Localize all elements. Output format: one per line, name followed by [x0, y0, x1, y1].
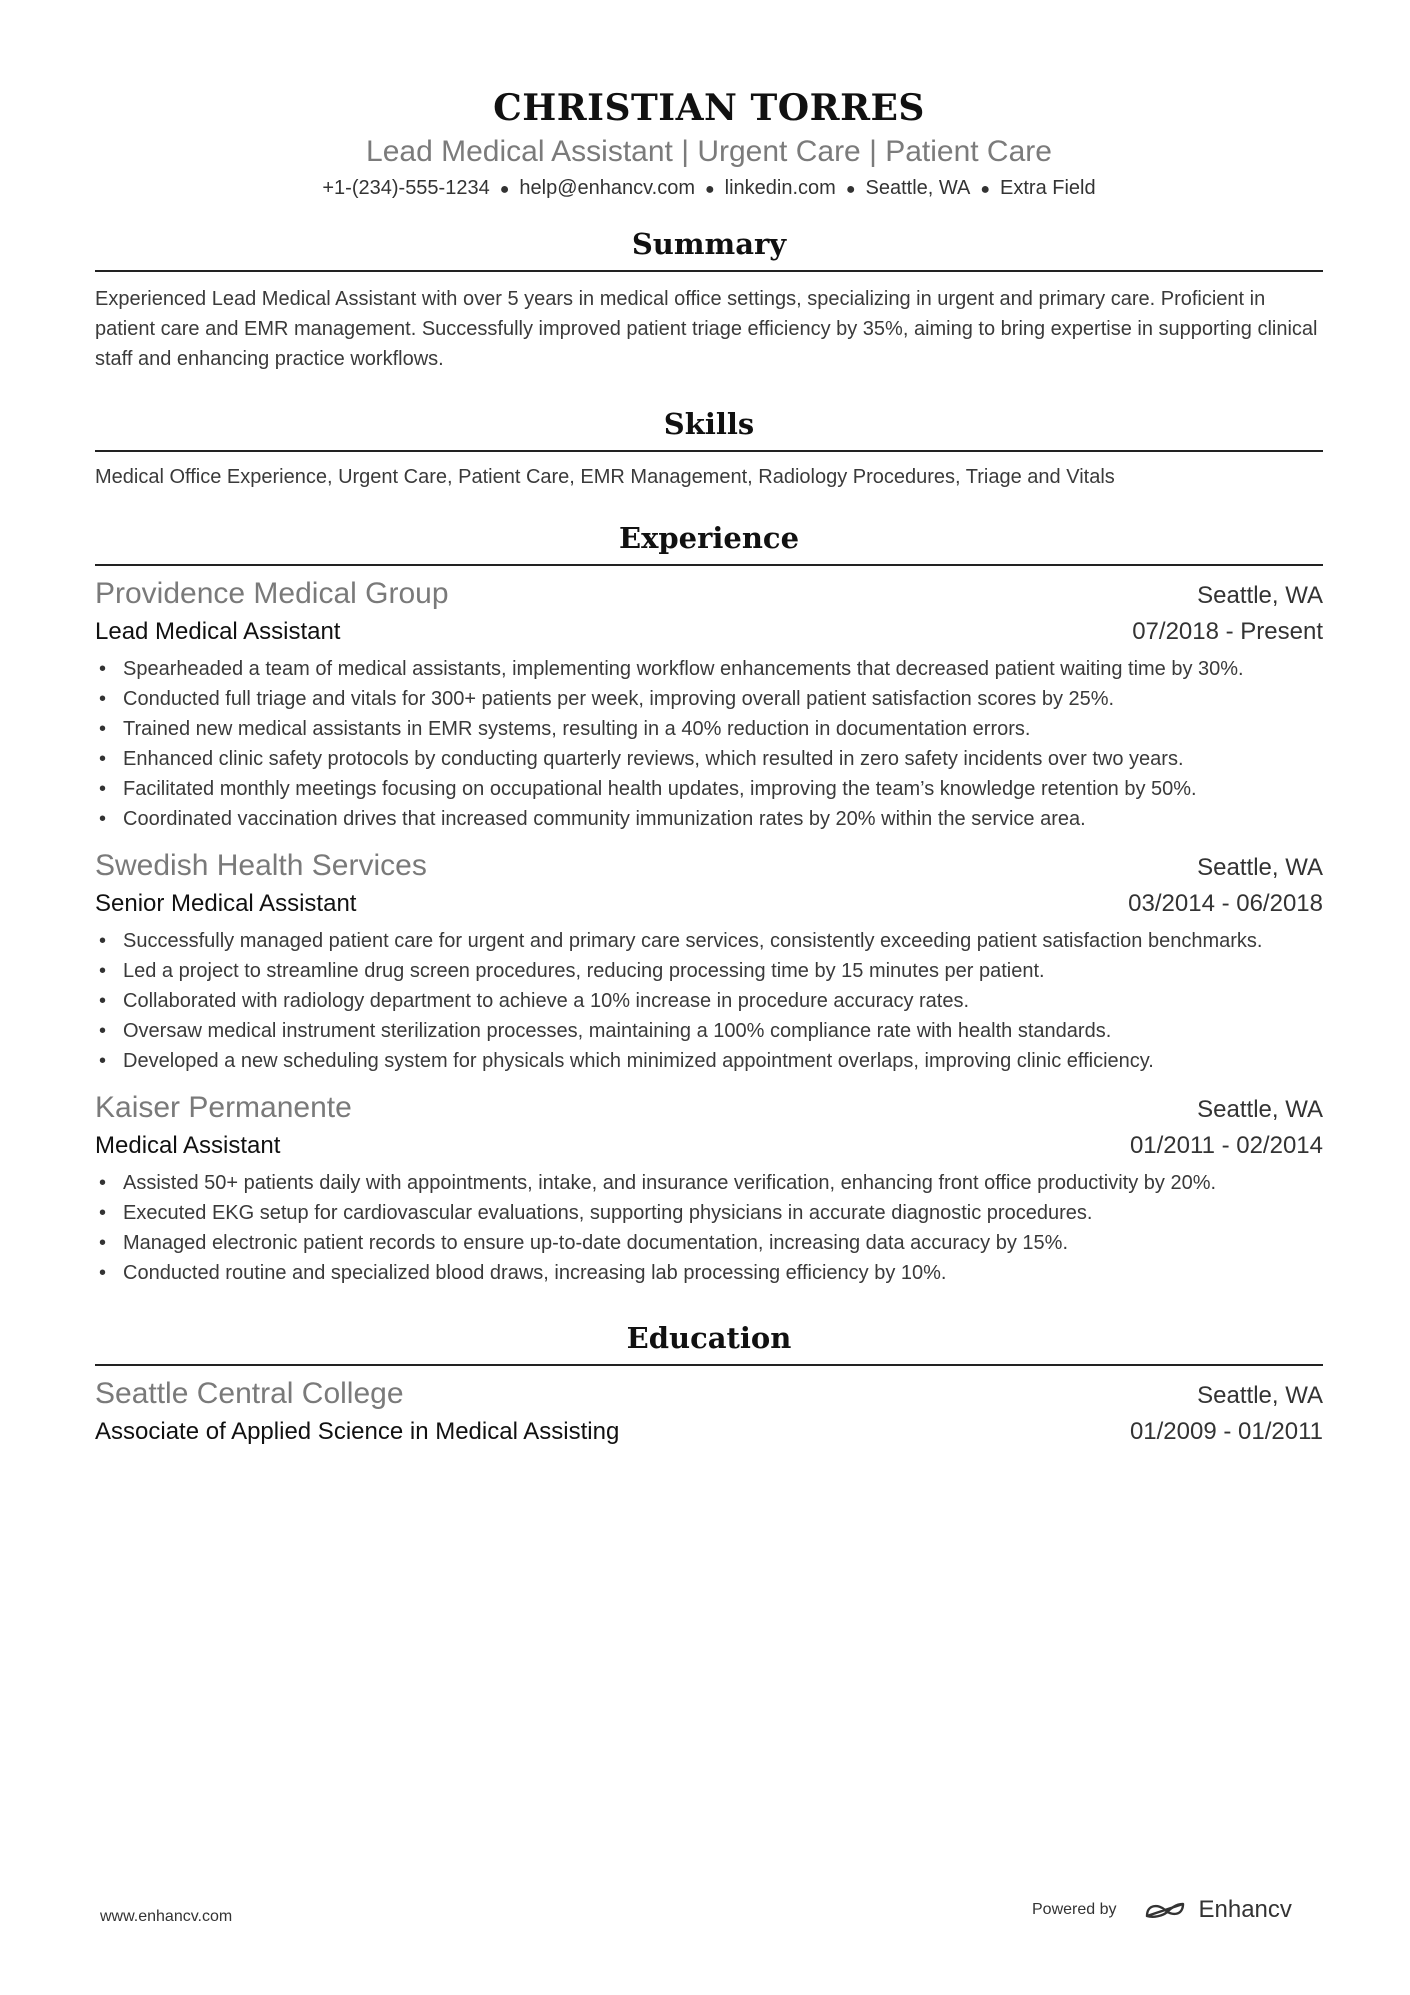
- experience-entry: [95, 846, 1323, 1076]
- separator-dot-icon: ●: [499, 181, 510, 198]
- list-item: • Conducted routine and specialized blood draws, increasing lab processing efficiency by 10%.: [123, 1258, 1323, 1288]
- education-section: [95, 1318, 1323, 1450]
- list-item: • Managed electronic patient records to ensure up-to-date documentation, increasing data accuracy by 15%.: [123, 1228, 1323, 1258]
- list-item: • Assisted 50+ patients daily with appointments, intake, and insurance verification, enhancing front office productivity by 20%.: [123, 1168, 1323, 1198]
- section-divider: [95, 1364, 1323, 1366]
- candidate-name: CHRISTIAN TORRES: [493, 87, 925, 129]
- employer-name: Providence Medical Group: [95, 577, 449, 610]
- job-dates: 01/2011 - 02/2014: [1129, 1132, 1323, 1159]
- separator-dot-icon: ●: [980, 181, 991, 198]
- brand-name: Enhancv: [1198, 1896, 1292, 1923]
- employer-name: Swedish Health Services: [95, 849, 427, 882]
- list-item: • Coordinated vaccination drives that increased community immunization rates by 20% within the service area.: [123, 804, 1323, 834]
- location: Seattle, WA: [865, 177, 971, 199]
- footer-branding: [1032, 1896, 1292, 1924]
- job-dates: 03/2014 - 06/2018: [1128, 890, 1323, 917]
- footer-website: www.enhancv.com: [100, 1908, 233, 1925]
- separator-dot-icon: ●: [704, 181, 715, 198]
- list-item: • Spearheaded a team of medical assistants, implementing workflow enhancements that decreased patient waiting time by 30%.: [123, 654, 1323, 684]
- job-title: Senior Medical Assistant: [95, 890, 357, 917]
- achievement-list: [95, 926, 1323, 1076]
- section-title: Education: [626, 1321, 792, 1355]
- list-item: • Led a project to streamline drug screen procedures, reducing processing time by 15 minutes per patient.: [123, 956, 1323, 986]
- summary-text: Experienced Lead Medical Assistant with over 5 years in medical office settings, specializing in urgent and primary care. Proficient in patient care and EMR management. Successfully improved patient triage efficiency by 35%, aiming to bring expertise in supporting clinical staff and enhancing practice workflows.: [95, 288, 1318, 370]
- list-item: • Successfully managed patient care for urgent and primary care services, consistently exceeding patient satisfaction benchmarks.: [123, 926, 1323, 956]
- section-divider: [95, 564, 1323, 566]
- list-item: • Collaborated with radiology department to achieve a 10% increase in procedure accuracy rates.: [123, 986, 1323, 1016]
- summary-section: [95, 224, 1323, 374]
- education-dates: 01/2009 - 01/2011: [1129, 1418, 1323, 1445]
- job-title: Lead Medical Assistant: [95, 618, 341, 645]
- achievement-list: [95, 654, 1323, 834]
- section-title: Experience: [618, 521, 800, 555]
- powered-by-label: Powered by: [1032, 1901, 1117, 1918]
- phone: +1-(234)-555-1234: [322, 177, 490, 199]
- section-title: Skills: [663, 407, 755, 441]
- enhancv-logo-icon: [1143, 1898, 1191, 1922]
- experience-entry: [95, 574, 1323, 834]
- separator-dot-icon: ●: [845, 181, 856, 198]
- list-item: • Trained new medical assistants in EMR systems, resulting in a 40% reduction in documentation errors.: [123, 714, 1323, 744]
- job-dates: 07/2018 - Present: [1132, 618, 1323, 645]
- section-divider: [95, 450, 1323, 452]
- resume-header: [95, 0, 1323, 204]
- job-location: Seattle, WA: [1197, 582, 1323, 609]
- education-entry: [95, 1374, 1323, 1450]
- email: help@enhancv.com: [519, 177, 695, 199]
- school-name: Seattle Central College: [95, 1377, 404, 1410]
- section-divider: [95, 270, 1323, 272]
- skills-section: [95, 404, 1323, 492]
- list-item: • Oversaw medical instrument sterilization processes, maintaining a 100% compliance rate with health standards.: [123, 1016, 1323, 1046]
- list-item: • Executed EKG setup for cardiovascular evaluations, supporting physicians in accurate diagnostic procedures.: [123, 1198, 1323, 1228]
- job-location: Seattle, WA: [1197, 1096, 1323, 1123]
- brand-logo: [1143, 1896, 1292, 1924]
- experience-entry: [95, 1088, 1323, 1288]
- degree: Associate of Applied Science in Medical Assisting: [95, 1418, 620, 1445]
- linkedin: linkedin.com: [724, 177, 836, 199]
- resume-page: [95, 0, 1323, 1450]
- list-item: • Facilitated monthly meetings focusing on occupational health updates, improving the team’s knowledge retention by 50%.: [123, 774, 1323, 804]
- list-item: • Enhanced clinic safety protocols by conducting quarterly reviews, which resulted in zero safety incidents over two years.: [123, 744, 1323, 774]
- list-item: • Developed a new scheduling system for physicals which minimized appointment overlaps, improving clinic efficiency.: [123, 1046, 1323, 1076]
- job-title: Medical Assistant: [95, 1132, 281, 1159]
- job-location: Seattle, WA: [1197, 854, 1323, 881]
- achievement-list: [95, 1168, 1323, 1288]
- headline: Lead Medical Assistant | Urgent Care | Patient Care: [366, 135, 1052, 168]
- contact-line: [95, 174, 1323, 204]
- list-item: • Conducted full triage and vitals for 300+ patients per week, improving overall patient satisfaction scores by 25%.: [123, 684, 1323, 714]
- school-location: Seattle, WA: [1197, 1382, 1323, 1409]
- section-title: Summary: [631, 227, 787, 261]
- extra-field: Extra Field: [1000, 177, 1096, 199]
- skills-text: Medical Office Experience, Urgent Care, Patient Care, EMR Management, Radiology Procedures, Triage and Vitals: [95, 466, 1115, 488]
- employer-name: Kaiser Permanente: [95, 1091, 352, 1124]
- experience-section: [95, 518, 1323, 1288]
